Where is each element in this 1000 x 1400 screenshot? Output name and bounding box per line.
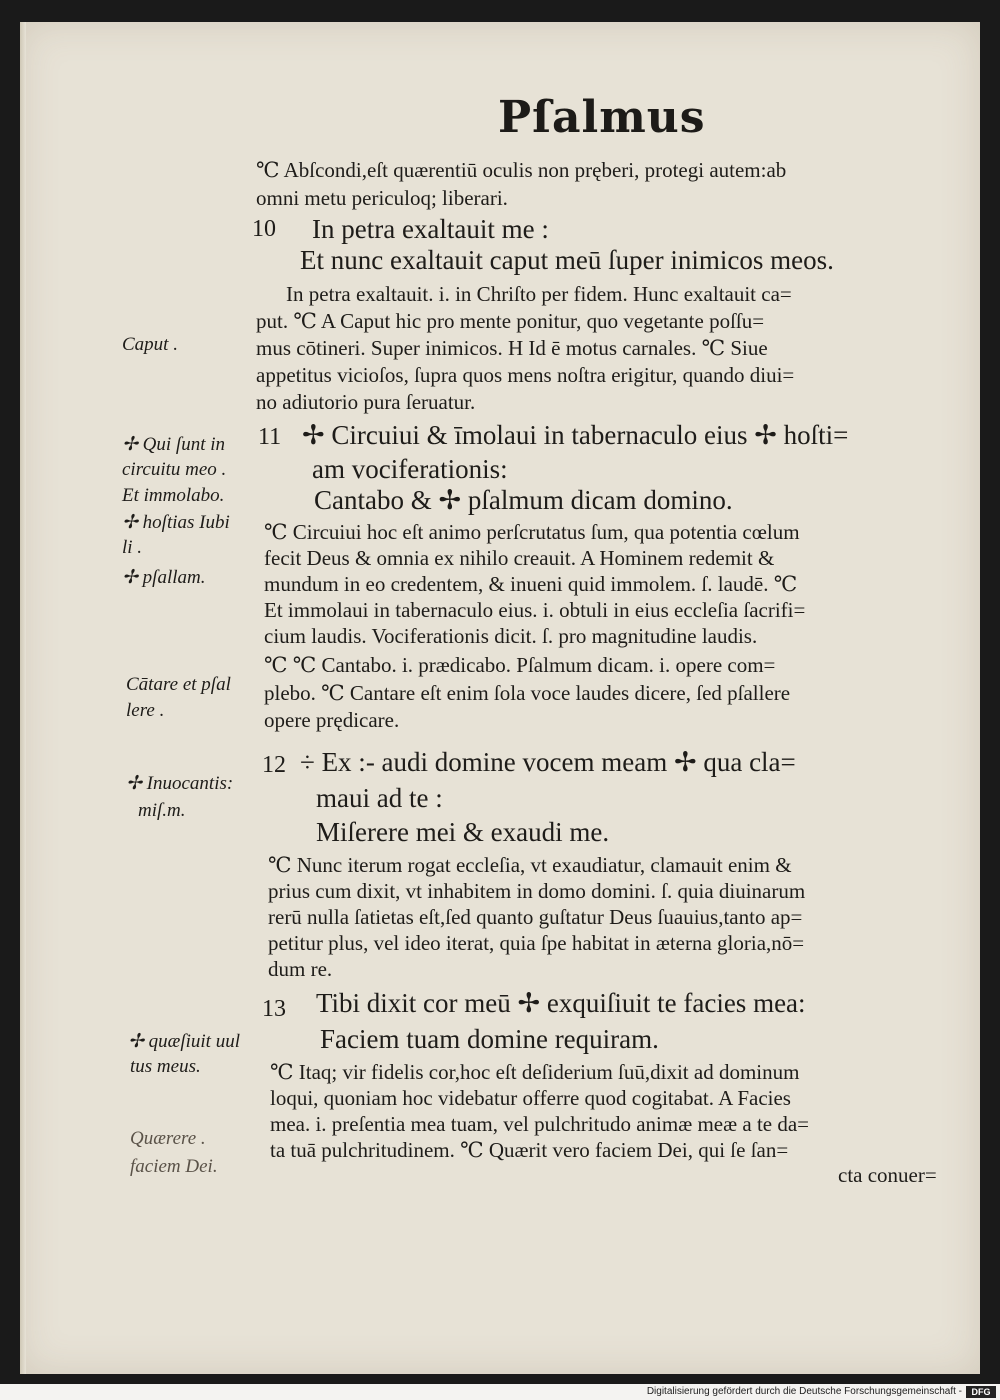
dfg-logo: DFG xyxy=(966,1386,996,1398)
verse-line: ÷ Ex :- audi domine vocem meam ✢ qua cla= xyxy=(300,747,796,777)
margin-note: ✢ hoſtias Iubi xyxy=(122,512,230,533)
commentary-line: fecit Deus & omnia ex nihilo creauit. A Hominem redemit & xyxy=(264,546,775,570)
commentary-line: ℃ Circuiui hoc eſt animo perſcrutatus ſum, qua potentia cœlum xyxy=(264,520,800,544)
commentary-line: appetitus vicioſos, ſupra quos mens noſtra erigitur, quando diui= xyxy=(256,363,795,387)
commentary-line: mus cōtineri. Super inimicos. H Id ē motus carnales. ℃ Siue xyxy=(256,336,768,360)
verse-line: Et nunc exaltauit caput meū ſuper inimicos meos. xyxy=(300,245,834,275)
commentary-line: plebo. ℃ Cantare eſt enim ſola voce laudes dicere, ſed pſallere xyxy=(264,681,791,705)
commentary-line: ℃ Itaq; vir fidelis cor,hoc eſt deſiderium ſuū,dixit ad dominum xyxy=(270,1060,800,1084)
commentary-line: dum re. xyxy=(268,957,333,981)
verse-line: am vociferationis: xyxy=(312,454,508,484)
margin-note: ✢ Inuocantis: xyxy=(126,773,234,794)
commentary-line: Et immolaui in tabernaculo eius. i. obtuli in eius eccleſia ſacrifi= xyxy=(264,598,806,622)
commentary-line: loqui, quoniam hoc videbatur offerre quod cogitabat. A Facies xyxy=(270,1086,791,1110)
commentary-line: ℃ Nunc iterum rogat eccleſia, vt exaudiatur, clamauit enim & xyxy=(268,853,792,877)
commentary-line: no adiutorio pura ſeruatur. xyxy=(256,390,476,414)
verse-line: In petra exaltauit me : xyxy=(312,214,549,244)
margin-note: ✢ quæſiuit uul xyxy=(128,1031,240,1052)
verse-number: 12 xyxy=(262,752,286,778)
margin-note: Caput . xyxy=(122,334,178,355)
margin-note: faciem Dei. xyxy=(130,1156,218,1177)
commentary-line: petitur plus, vel ideo iterat, quia ſpe habitat in æterna gloria,nō= xyxy=(268,931,805,955)
page-edge xyxy=(20,22,26,1374)
commentary-line: rerū nulla ſatietas eſt,ſed quanto guſtatur Deus ſuauius,tanto ap= xyxy=(268,905,803,929)
catchword-line: cta conuer= xyxy=(838,1163,937,1187)
margin-note: li . xyxy=(122,537,143,558)
commentary-line: omni metu periculoq; liberari. xyxy=(256,186,508,210)
commentary-line: In petra exaltauit. i. in Chriſto per fidem. Hunc exaltauit ca= xyxy=(286,282,792,306)
commentary-line: mundum in eo credentem, & inueni quid immolem. ſ. laudē. ℃ xyxy=(264,572,798,596)
margin-note: Et immolabo. xyxy=(122,485,225,506)
commentary-line: put. ℃ A Caput hic pro mente ponitur, quo vegetante poſſu= xyxy=(256,309,765,333)
margin-note: Quærere . xyxy=(130,1128,206,1149)
commentary-line: ℃ ℃ Cantabo. i. prædicabo. Pſalmum dicam. i. opere com= xyxy=(264,653,776,677)
commentary-line: ℃ Abſcondi,eſt quærentiū oculis non pręberi, protegi autem:ab xyxy=(256,158,787,182)
margin-note: miſ.m. xyxy=(138,800,186,821)
commentary-line: ta tuā pulchritudinem. ℃ Quærit vero faciem Dei, qui ſe ſan= xyxy=(270,1138,789,1162)
commentary-line: opere prędicare. xyxy=(264,708,400,732)
verse-number: 11 xyxy=(258,424,282,450)
commentary-line: mea. i. preſentia mea tuam, vel pulchritudo animæ meæ a te da= xyxy=(270,1112,810,1136)
margin-note: tus meus. xyxy=(130,1056,201,1077)
margin-note: Cātare et pſal xyxy=(126,674,231,695)
margin-note: ✢ Qui ſunt in xyxy=(122,434,226,455)
verse-line: ✢ Circuiui & īmolaui in tabernaculo eius ✢ hoſti= xyxy=(302,420,849,450)
verse-line: Miſerere mei & exaudi me. xyxy=(316,817,610,847)
verse-line: Tibi dixit cor meū ✢ exquiſiuit te facies mea: xyxy=(316,988,806,1018)
margin-note: lere . xyxy=(126,700,165,721)
verse-number: 13 xyxy=(262,996,286,1022)
margin-note: ✢ pſallam. xyxy=(122,567,206,588)
verse-number: 10 xyxy=(252,216,276,242)
running-header: Pſalmus xyxy=(498,92,706,143)
verse-line: Faciem tuam domine requiram. xyxy=(320,1024,659,1054)
verse-line: Cantabo & ✢ pſalmum dicam domino. xyxy=(314,485,733,515)
commentary-line: prius cum dixit, vt inhabitem in domo domini. ſ. quia diuinarum xyxy=(268,879,806,903)
commentary-line: cium laudis. Vociferationis dicit. ſ. pro magnitudine laudis. xyxy=(264,624,758,648)
margin-note: circuitu meo . xyxy=(122,459,227,480)
digitization-footer: Digitalisierung gefördert durch die Deutsche Forschungsgemeinschaft - xyxy=(0,1384,1000,1400)
verse-line: maui ad te : xyxy=(316,783,443,813)
